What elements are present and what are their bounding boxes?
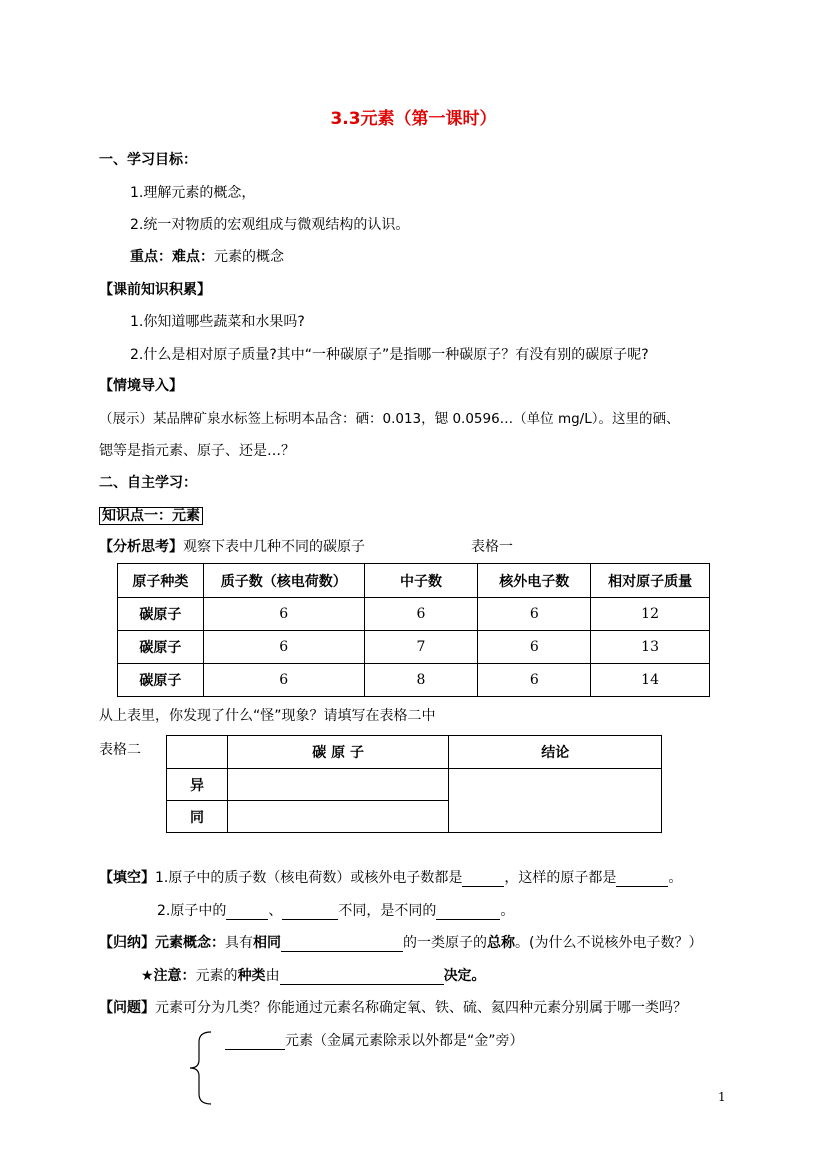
table-cell: 6: [203, 664, 364, 697]
answer-cell-conclusion[interactable]: [449, 769, 662, 833]
table-cell: 6: [203, 598, 364, 631]
fill-line-1: [99, 869, 682, 887]
comparison-table: [166, 735, 662, 833]
table-row: [118, 598, 710, 631]
note-label: ★注意：: [141, 968, 196, 984]
table-row: [167, 769, 662, 801]
preknowledge-q2: 2.什么是相对原子质量?其中“一种碳原子”是指哪一种碳原子？有没有别的碳原子呢?: [130, 347, 649, 363]
fill-text: ，这样的原子都是: [504, 870, 617, 886]
fill-text: 。: [668, 870, 683, 886]
fill-blank[interactable]: [226, 905, 268, 920]
fill-text: 。: [500, 903, 515, 919]
row-label-diff: 异: [167, 769, 228, 801]
table-header-cell: 相对原子质量: [591, 564, 710, 598]
section-heading-preknowledge: 【课前知识积累】: [99, 282, 211, 298]
summary-text: 的一类原子的: [403, 935, 487, 951]
table-cell: 6: [478, 664, 591, 697]
section-heading-situation: 【情境导入】: [99, 378, 183, 394]
fill-label: 【填空】: [99, 870, 155, 886]
answer-cell-same[interactable]: [227, 801, 449, 833]
situation-line-1: （展示）某品牌矿泉水标签上标明本品含：硒：0.013，锶 0.0596…（单位 mg/L）。这里的硒、: [99, 411, 680, 427]
analysis-text: 观察下表中几种不同的碳原子: [183, 539, 365, 555]
summary-emphasis: 总称: [487, 935, 515, 951]
summary-text: 具有: [225, 935, 253, 951]
table-cell: 8: [364, 664, 478, 697]
table-cell: 12: [591, 598, 710, 631]
fill-text: 、: [268, 903, 283, 919]
fill-blank[interactable]: [436, 905, 500, 920]
table-cell: 13: [591, 631, 710, 664]
fill-text: 2.原子中的: [157, 903, 227, 919]
classify-line-1: [225, 1032, 524, 1050]
table1-label: 表格一: [471, 539, 513, 555]
fill-blank[interactable]: [282, 905, 338, 920]
table-header-row: [167, 736, 662, 769]
question-label: 【问题】: [99, 1000, 155, 1016]
summary-line: [99, 934, 702, 952]
note-emphasis: 种类: [237, 968, 266, 984]
situation-line-2: 锶等是指元素、原子、还是…？: [99, 443, 295, 459]
fill-text: 不同，是不同的: [338, 903, 437, 919]
table-header-cell: 核外电子数: [478, 564, 591, 598]
analysis-line: [99, 538, 365, 556]
concept-label: 元素概念：: [155, 935, 225, 951]
section-heading-goals: 一、学习目标：: [99, 152, 197, 168]
key-points: [130, 248, 284, 266]
classify-text: 元素（金属元素除汞以外都是“金”旁）: [285, 1033, 524, 1049]
summary-label: 【归纳】: [99, 935, 155, 951]
note-text: 由: [265, 968, 280, 984]
goal-item-1: 1.理解元素的概念，: [130, 185, 256, 201]
table-cell: 碳原子: [118, 664, 204, 697]
table-row: [118, 631, 710, 664]
table-cell: 碳原子: [118, 598, 204, 631]
key-text: 元素的概念: [214, 249, 284, 265]
table-header-cell: 质子数（核电荷数）: [203, 564, 364, 598]
fill-blank[interactable]: [280, 970, 444, 985]
table-header-cell: 中子数: [364, 564, 478, 598]
table-cell: 6: [478, 631, 591, 664]
table-cell: 7: [364, 631, 478, 664]
page-title: 3.3元素（第一课时）: [330, 109, 497, 129]
fill-blank[interactable]: [225, 1035, 285, 1050]
table-header-cell: 碳 原 子: [227, 736, 449, 769]
question-text: 元素可分为几类？你能通过元素名称确定氧、铁、硫、氦四种元素分别属于哪一类吗？: [155, 1000, 687, 1016]
table-header-cell: 原子种类: [118, 564, 204, 598]
summary-emphasis: 相同: [253, 935, 281, 951]
table-header-cell: [167, 736, 228, 769]
fill-blank[interactable]: [462, 872, 504, 887]
note-text: 元素的: [195, 968, 238, 984]
goal-item-2: 2.统一对物质的宏观组成与微观结构的认识。: [130, 217, 410, 233]
answer-cell-diff[interactable]: [227, 769, 449, 801]
note-line: [141, 967, 486, 985]
table-header-row: [118, 564, 710, 598]
table-row: [118, 664, 710, 697]
table-cell: 6: [364, 598, 478, 631]
summary-text: 。(为什么不说核外电子数？）: [515, 935, 703, 951]
knowledge-point-label: 知识点一：元素: [99, 507, 203, 525]
row-label-same: 同: [167, 801, 228, 833]
analysis-label: 【分析思考】: [99, 539, 183, 555]
carbon-atoms-table: [117, 563, 710, 697]
note-text: 决定。: [443, 968, 486, 984]
fill-blank[interactable]: [281, 937, 403, 952]
table2-label: 表格二: [99, 742, 141, 758]
after-table-prompt: 从上表里，你发现了什么“怪”现象？请填写在表格二中: [99, 708, 436, 724]
knowledge-point-1: [99, 507, 203, 525]
preknowledge-q1: 1.你知道哪些蔬菜和水果吗?: [130, 314, 305, 330]
section-heading-selfstudy: 二、自主学习：: [99, 475, 197, 491]
question-line: [99, 999, 687, 1017]
page-number: 1: [718, 1090, 726, 1104]
table-header-cell: 结论: [449, 736, 662, 769]
table-cell: 碳原子: [118, 631, 204, 664]
fill-blank[interactable]: [616, 872, 668, 887]
table-cell: 6: [203, 631, 364, 664]
table-cell: 6: [478, 598, 591, 631]
key-label: 重点：难点：: [130, 249, 214, 265]
fill-text: 1.原子中的质子数（核电荷数）或核外电子数都是: [155, 870, 463, 886]
fill-line-2: [157, 902, 514, 920]
curly-brace-icon: [185, 1030, 215, 1106]
table-cell: 14: [591, 664, 710, 697]
